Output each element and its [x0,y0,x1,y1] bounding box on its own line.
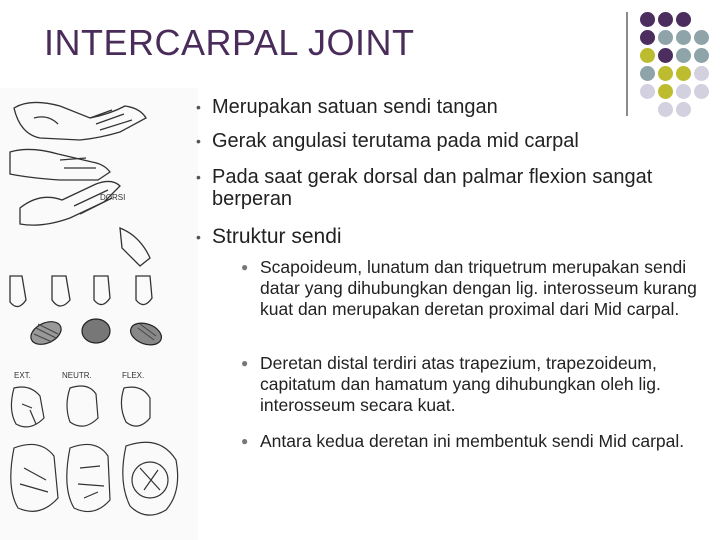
dot [658,48,673,63]
sub-bullet-item [241,431,720,452]
dot [676,12,691,27]
dot [658,12,673,27]
dot [640,30,655,45]
dot [658,66,673,81]
bullet-marker: • [196,229,201,245]
slide-title: INTERCARPAL JOINT [44,22,415,63]
dot [676,30,691,45]
dot [694,66,709,81]
figure-label-dorsi: DORSI [100,193,126,202]
sub-bullet-marker: ● [241,434,249,448]
figure-label-flex: FLEX. [122,371,145,380]
section-heading: Struktur sendi [212,225,342,248]
bullet-text: Pada saat gerak dorsal dan palmar flexion sangat berperan [212,166,653,210]
figure-label-neutr: NEUTR. [62,371,92,380]
sub-bullet-text: Scapoideum, lunatum dan triquetrum merupakan sendi datar yang dihubungkan dengan lig. interosseum kurang kuat dan merupakan deretan proximal dari Mid carpal. [260,257,697,319]
bullet-text: Merupakan satuan sendi tangan [212,96,498,118]
dot [640,66,655,81]
dot [694,48,709,63]
dot [640,48,655,63]
bullet-item-heading [196,225,692,248]
dot [676,66,691,81]
bullet-marker: • [196,133,201,149]
bullet-item [196,166,680,210]
dot [694,30,709,45]
dot [658,30,673,45]
sub-bullet-marker: ● [241,356,249,370]
bullet-marker: • [196,99,201,115]
figure-label-ext: EXT. [14,371,31,380]
dot [694,84,709,99]
dot [676,48,691,63]
bullet-marker: • [196,169,201,185]
bullet-item [196,130,692,152]
sub-bullet-item [241,353,720,416]
sub-bullet-text: Antara kedua deretan ini membentuk sendi Mid carpal. [260,431,685,451]
sub-bullet-marker: ● [241,260,249,274]
wrist-anatomy-illustration [0,88,198,540]
sub-bullet-text: Deretan distal terdiri atas trapezium, trapezoideum, capitatum dan hamatum yang dihubungkan oleh lig. interosseum secara kuat. [260,353,661,415]
bullet-text: Gerak angulasi terutama pada mid carpal [212,130,579,152]
dot [640,12,655,27]
bullet-item [196,96,692,118]
sub-bullet-item [241,257,720,320]
